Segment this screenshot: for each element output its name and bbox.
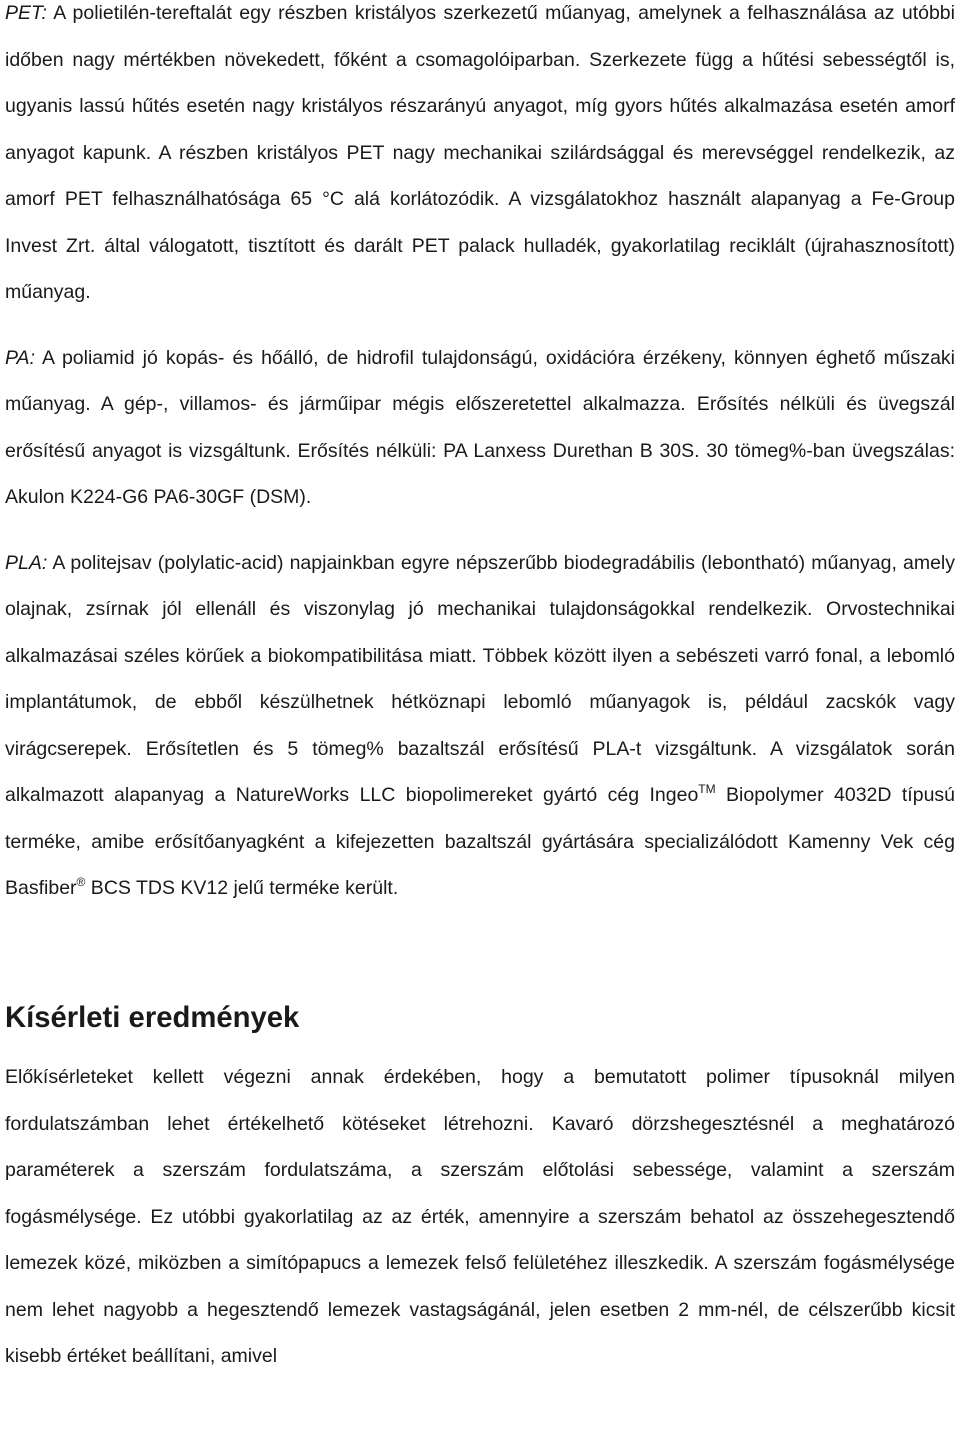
paragraph-text-pa: A poliamid jó kopás- és hőálló, de hidrofil tulajdonságú, oxidációra érzékeny, könnyen éghető műszaki műanyag. A gép-, villamos- és járműipar mégis előszeretettel alkalmazza. Erősítés nélküli és üvegszál erősítésű anyagot is vizsgáltunk. Erősítés nélküli: PA Lanxess Durethan B 30S. 30 tömeg%-ban üvegszálas: Akulon K224-G6 PA6-30GF (DSM). (5, 346, 955, 508)
paragraph-lead-pa: PA: (5, 346, 35, 369)
registered-symbol: ® (76, 875, 86, 889)
paragraph-pet (5, 0, 955, 316)
paragraph-lead-pet: PET: (5, 2, 47, 24)
trademark-symbol: TM (698, 782, 716, 796)
paragraph-text-pla-1: A politejsav (polylatic-acid) napjainkban egyre népszerűbb biodegradábilis (lebontható) műanyag, amely olajnak, zsírnak jól ellenáll és viszonylag jó mechanikai tulajdonságokkal rendelkezik. Orvostechnikai alkalmazásai széles körűek a biokompatibilitása miatt. Többek között ilyen a sebészeti varró fonal, a lebomló implantátumok, de ebből készülhetnek hétköznapi lebomló műanyagok is, például zacskók vagy virágcserepek. Erősítetlen és 5 tömeg% bazaltszál erősítésű PLA-t vizsgáltunk. A vizsgálatok során alkalmazott alapanyag a NatureWorks LLC biopolimereket gyártó cég Ingeo (5, 551, 955, 806)
section-heading: Kísérleti eredmények (5, 1001, 300, 1034)
paragraph-lead-pla: PLA: (5, 551, 48, 574)
paragraph-pla (5, 540, 955, 912)
paragraph-text-pla-2: Biopolymer 4032D típusú terméke, amibe erősítőanyagként a kifejezetten bazaltszál gyártására specializálódott Kamenny Vek cég Basfiber (5, 784, 956, 899)
paragraph-pa (5, 335, 955, 521)
paragraph-text-pla-3: BCS TDS KV12 jelű terméke került. (85, 877, 399, 899)
paragraph-experiments: Előkísérleteket kellett végezni annak érdekében, hogy a bemutatott polimer típusoknál milyen fordulatszámban lehet értékelhető kötéseket létrehozni. Kavaró dörzshegesztésnél a meghatározó paraméterek a szerszám fordulatszáma, a szerszám előtolási sebessége, valamint a szerszám fogásmélysége. Ez utóbbi gyakorlatilag az az érték, amennyire a szerszám behatol az összehegesztendő lemezek közé, miközben a simítópapucs a lemezek felső felületéhez illeszkedik. A szerszám fogásmélysége nem lehet nagyobb a hegesztendő lemezek vastagságánál, jelen esetben 2 mm-nél, de célszerűbb kicsit kisebb értéket beállítani, amivel (5, 1066, 955, 1367)
paragraph-text-pet: A polietilén-tereftalát egy részben kristályos szerkezetű műanyag, amelynek a felhasználása az utóbbi időben nagy mértékben növekedett, főként a csomagolóiparban. Szerkezete függ a hűtési sebességtől is, ugyanis lassú hűtés esetén nagy kristályos részarányú anyagot, míg gyors hűtés alkalmazása esetén amorf anyagot kapunk. A részben kristályos PET nagy mechanikai szilárdsággal és merevséggel rendelkezik, az amorf PET felhasználhatósága 65 °C alá korlátozódik. A vizsgálatokhoz használt alapanyag a Fe-Group Invest Zrt. által válogatott, tisztított és darált PET palack hulladék, gyakorlatilag reciklált (újrahasznosított) műanyag. (5, 2, 955, 303)
